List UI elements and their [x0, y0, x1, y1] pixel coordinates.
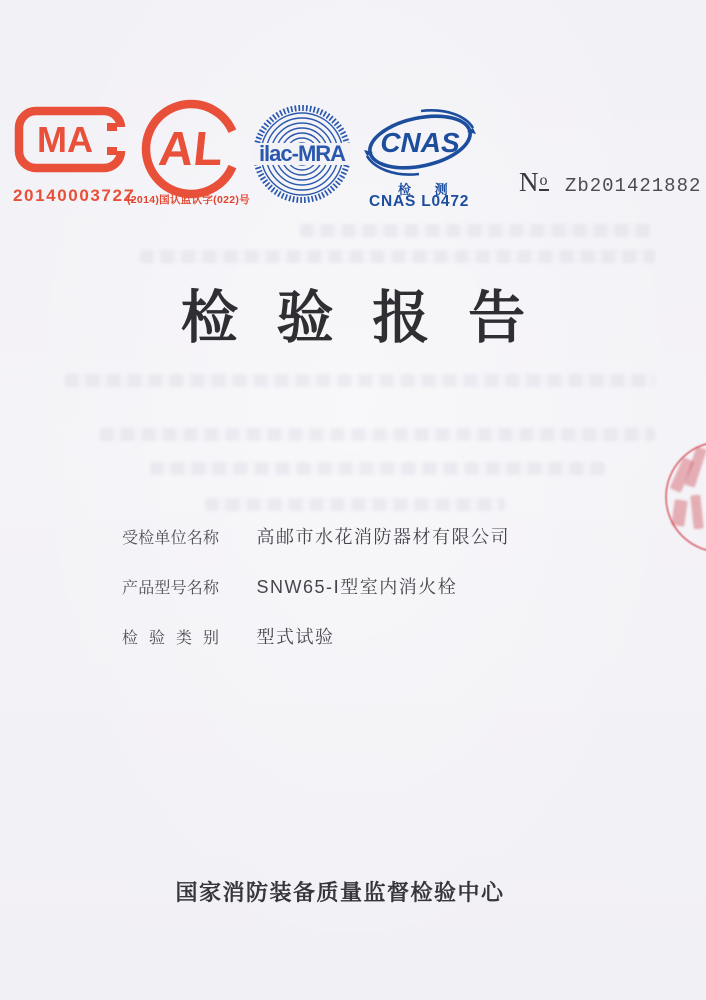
cnas-license-number: CNAS L0472	[369, 193, 470, 210]
cma-certificate-number: 2014000372Z	[13, 186, 136, 205]
field-value: 型式试验	[256, 627, 335, 647]
field-label: 产品型号名称	[122, 580, 219, 597]
cnas-category-label: 检 测	[398, 182, 458, 197]
cnas-mark-text: CNAS	[380, 127, 460, 158]
field-row-product-model	[122, 576, 510, 600]
cal-mark-text: AL	[156, 122, 226, 176]
bleed-through-text	[150, 462, 605, 475]
bleed-through-text	[140, 250, 655, 263]
report-number-value: Zb201421882	[564, 175, 702, 197]
report-number-prefix-o: o	[539, 172, 548, 189]
issuing-organization: 国家消防装备质量监督检验中心	[175, 880, 505, 905]
field-label: 检 验 类 别	[122, 630, 219, 647]
cma-approval-text: (2014)国认监认字(022)号	[127, 194, 250, 206]
cma-mark-text: MA	[37, 119, 93, 160]
report-number	[519, 167, 701, 198]
bleed-through-text	[65, 374, 655, 387]
bleed-through-text	[300, 224, 650, 237]
bleed-through-text	[100, 428, 655, 441]
report-info-fields	[122, 526, 510, 676]
field-row-inspection-type	[122, 626, 510, 650]
field-value: SNW65-Ⅰ型室内消火栓	[256, 577, 458, 597]
cal-logo-icon	[139, 97, 243, 201]
cma-logo-icon	[14, 106, 126, 174]
report-number-prefix-n: N	[519, 167, 539, 197]
page-title: 检验报告	[180, 286, 564, 350]
field-value: 高邮市水花消防器材有限公司	[256, 527, 510, 547]
bleed-through-text	[205, 498, 505, 511]
cnas-logo-icon	[361, 104, 479, 182]
field-label: 受检单位名称	[122, 530, 219, 547]
ilac-mra-logo-icon	[252, 104, 352, 204]
ilac-mra-mark-text: ilac-MRA	[258, 141, 346, 166]
field-row-inspected-unit	[122, 526, 510, 550]
